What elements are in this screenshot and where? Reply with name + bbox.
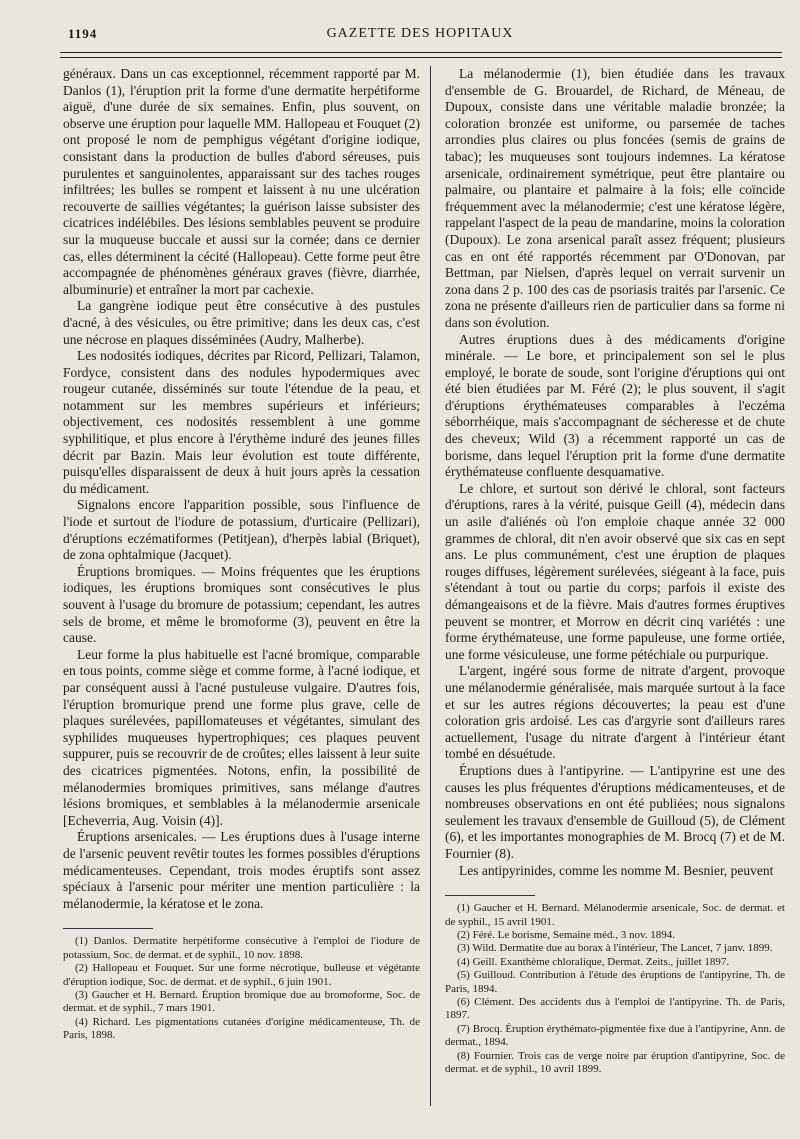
footnote: (1) Gaucher et H. Bernard. Mélanodermie arsenicale, Soc. de dermat. et de syphil., 15 avril 1901.	[445, 902, 785, 928]
footnote: (3) Wild. Dermatite due au borax à l'intérieur, The Lancet, 7 janv. 1899.	[457, 942, 773, 955]
left-column	[63, 66, 420, 1116]
page-number: 1194	[68, 26, 98, 41]
body-paragraph: La gangrène iodique peut être consécutive à des pustules d'acné, à des vésicules, ou être primitive; dans les deux cas, c'est une nécrose en plaques disséminées (Audry, Malherbe).	[63, 298, 420, 347]
body-paragraph: Les nodosités iodiques, décrites par Ricord, Pellizari, Talamon, Fordyce, consistent dans des nodules hypodermiques avec rougeur cutanée, disséminés sur toute l'étendue de la peau, et notamment sur les membres supérieurs et inférieurs; objectivement, ces nodosités ressemblent à une gomme syphilitique, et plus encore à l'érythème induré des jeunes filles décrit par Bazin. Mais leur évolution est toute différente, puisqu'elles disparaissent de deux à huit jours après la cessation du médicament.	[63, 348, 420, 496]
body-paragraph: Autres éruptions dues à des médicaments d'origine minérale. — Le bore, et principalement son sel le plus employé, le borate de soude, sont l'origine d'éruptions qui ont été bien étudiées par M. Féré (2); le plus souvent, il s'agit d'éruptions érythémateuses comparables à l'eczéma séborrhéique, mais s'accompagnant de sécheresse et de chute des cheveux; Wild (3) a récemment rapporté un cas de borisme, dans lequel l'éruption prit la forme d'une dermatite érythémateuse confluente desquamative.	[445, 331, 785, 480]
body-paragraph: Éruptions bromiques. — Moins fréquentes que les éruptions iodiques, les éruptions bromiques sont consécutives le plus souvent à l'usage du bromure de potassium; cependant, les autres sels de brome, et même le bromoforme (3), peuvent en être la cause.	[63, 563, 420, 646]
body-paragraph: La mélanodermie (1), bien étudiée dans les travaux d'ensemble de G. Brouardel, de Richard, de Méneau, de Dupoux, consiste dans une véritable maladie bronzée; la coloration bronzée est uniforme, ou parsemée de taches arrondies plus claires ou plus foncées (semis de grains de tabac); les muqueuses sont toujours indemnes. La kératose arsenicale, ordinairement symétrique, peut être plantaire ou palmaire, ou plantaire et palmaire à la fois; elle coïncide fréquemment avec la mélanodermie; c'est une kératose légère, rappelant l'aspect de la peau de mandarine, moins la coloration (Dupoux). Le zona arsenical paraît assez fréquent; plusieurs cas en ont été rapportés récemment par O'Donovan, par Bettman, par Nielsen, d'après lequel on verrait survenir un zona dans 2 p. 100 des cas de psoriasis traités par l'arsenic. Ce zona ne présente d'ailleurs rien de particulier dans sa forme ni dans son évolution.	[445, 66, 785, 330]
body-paragraph: généraux. Dans un cas exceptionnel, récemment rapporté par M. Danlos (1), l'éruption prit la forme d'une dermatite herpétiforme aiguë, d'une durée de six semaines. Enfin, plus souvent, on observe une éruption pour laquelle MM. Hallopeau et Fouquet (2) ont proposé le nom de pemphigus végétant d'origine iodique, consistant dans la production de bulles d'abord séreuses, puis purulentes et sanguinolentes, apparaissant sur des taches rouges infiltrées; les bulles se rompent et laissent à nu une ulcération recouverte de saillies végétantes; la guérison laisse subsister des cicatrices indélébiles. Des lésions semblables peuvent se produire sur la muqueuse buccale et aussi sur la cornée; dans ce dernier cas, elles déterminent la cécité (Hallopeau). Cette forme peut être accompagnée de phénomènes généraux graves (fièvre, diarrhée, albuminurie) et entraîner la mort par cachexie.	[63, 66, 420, 297]
body-paragraph: L'argent, ingéré sous forme de nitrate d'argent, provoque une mélanodermie généralisée, mais marquée surtout à la face et sur les autres régions découvertes; la peau est d'une coloration gris ardoisé. Les cas d'argyrie sont d'ailleurs rares actuellement, l'usage du nitrate d'argent à l'intérieur étant tombé en désuétude.	[445, 663, 785, 762]
right-column	[445, 66, 785, 1116]
column-divider	[430, 66, 431, 1106]
footnote: (8) Fournier. Trois cas de verge noire par éruption d'antipyrine, Soc. de dermat. et de syphil., 10 avril 1899.	[445, 1049, 785, 1075]
body-paragraph: Les antipyrinides, comme les nomme M. Besnier, peuvent	[459, 862, 774, 878]
body-paragraph: Signalons encore l'apparition possible, sous l'influence de l'iode et surtout de l'iodure de potassium, d'urticaire (Pellizari), d'éruptions eczématiformes (Petitjean), d'herpès labial (Briquet), de zona ophtalmique (Jacquet).	[63, 497, 420, 563]
footnote: (6) Clément. Des accidents dus à l'emploi de l'antipyrine. Th. de Paris, 1897.	[445, 995, 785, 1022]
footnote: (1) Danlos. Dermatite herpétiforme consécutive à l'emploi de l'iodure de potassium, Soc. de dermat. et de syphil., 10 nov. 1898.	[63, 935, 420, 961]
footnote: (4) Richard. Les pigmentations cutanées d'origine médicamenteuse, Th. de Paris, 1898.	[63, 1015, 420, 1042]
footnote-rule	[63, 928, 153, 929]
footnote: (2) Hallopeau et Fouquet. Sur une forme nécrotique, bulleuse et végétante d'éruption iodique, Soc. de dermat. et de syphil., 6 juin 1901.	[63, 962, 420, 988]
header-rule-double	[60, 57, 782, 58]
running-header	[60, 22, 780, 46]
body-paragraph: Le chlore, et surtout son dérivé le chloral, sont facteurs d'éruptions, rares à la vérité, puisque Geill (4), médecin dans un asile d'aliénés où l'on emploie chaque année 32 000 grammes de chloral, dit n'en avoir observé que six cas en sept ans. Le plus communément, c'est une éruption de plaques rouges diffuses, légèrement surélevées, siégeant à la face, puis s'étendant à tout ou partie du corps; parfois il existe des démangeaisons et de la fièvre. Mais d'autres formes éruptives peuvent se montrer, et Morrow en décrit cinq variétés : une forme érythémateuse, une forme papuleuse, une forme ortiée, une forme vésiculeuse, une forme pétéchiale ou purpurique.	[445, 480, 785, 662]
footnote: (4) Geill. Exanthème chloralique, Dermat. Zeits., juillet 1897.	[457, 955, 730, 968]
body-paragraph: Leur forme la plus habituelle est l'acné bromique, comparable en tous points, comme siège et comme forme, à l'acné iodique, et par conséquent aussi à l'acné pustuleuse vulgaire. D'autres fois, l'éruption bromurique prend une forme plus grave, celle de plaques surélevées, papillomateuses et végétantes, simulant des syphilides muqueuses hypertrophiques; ces plaques peuvent suppurer, puis se recouvrir de de croûtes; elles laissent à leur suite des cicatrices pigmentées. Notons, enfin, la possibilité de mélanodermies bromiques primitives, sans mélange d'autres lésions bromiques, et semblables à la mélanodermie arsenicale [Echeverria, Aug. Voisin (4)].	[63, 646, 420, 828]
footnote: (7) Brocq. Éruption érythémato-pigmentée fixe due à l'antipyrine, Ann. de dermat., 1894.	[445, 1022, 785, 1049]
footnote: (3) Gaucher et H. Bernard. Éruption bromique due au bromoforme, Soc. de dermat. et de syphil., 7 mars 1901.	[63, 988, 420, 1015]
body-paragraph: Éruptions dues à l'antipyrine. — L'antipyrine est une des causes les plus fréquentes d'éruptions médicamenteuses, et de nombreuses observations en ont été publiées; nous signalons seulement les travaux d'ensemble de Guilloud (5), de Clément (6), et les importantes monographies de M. Brocq (7) et de M. Fournier (8).	[445, 762, 785, 861]
journal-title: GAZETTE DES HOPITAUX	[326, 26, 514, 41]
body-paragraph: Éruptions arsenicales. — Les éruptions dues à l'usage interne de l'arsenic peuvent revêtir toutes les formes possibles d'éruptions médicamenteuses. Cependant, trois modes éruptifs sont assez spéciaux à l'arsenic pour mériter une mention particulière : la mélanodermie, la kératose et le zona.	[63, 829, 420, 911]
footnote: (5) Guilloud. Contribution à l'étude des éruptions de l'antipyrine, Th. de Paris, 1894.	[445, 969, 785, 995]
header-rule	[60, 52, 782, 53]
footnote-rule	[445, 895, 535, 896]
footnote: (2) Féré. Le borisme, Semaine méd., 3 nov. 1894.	[457, 928, 676, 941]
